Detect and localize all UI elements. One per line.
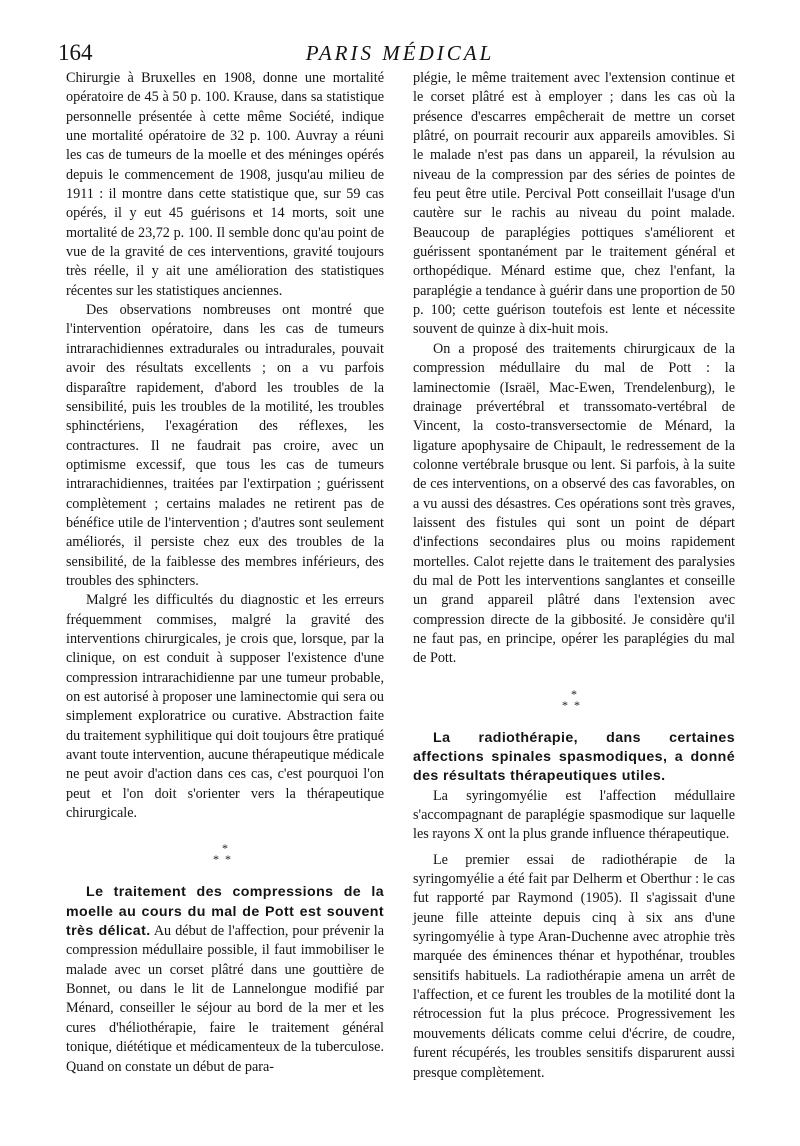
section-heading-pott: Le traitement des compressions de la moelle au cours du mal de Pott est souvent très délicat. (66, 884, 384, 940)
section-asterism: * ** (213, 841, 237, 867)
paragraph: Des observations nombreuses ont montré que l'intervention opératoire, dans les cas de tumeurs intrarachidiennes extradurales ou intradurales, pouvait avoir des résultats excellents ; on a vu parfois disparaître rapidement, d'abord les troubles de la sensibilité, puis les troubles de la motilité, les troubles sphinctériens, l'exagération des réflexes, les contractures. Il ne faudrait pas croire, avec un optimisme excessif, que tous les cas de tumeurs intrarachidiennes, traitées par l'extirpation ; guérissent complètement ; certains malades ne retirent pas de bénéfice utile de l'intervention ; d'autres sont seulement améliorés, il persiste chez eux des troubles de la sensibilité, de la faiblesse des membres inférieurs, des troubles des sphincters. (66, 302, 384, 589)
paragraph: Malgré les difficultés du diagnostic et les erreurs fréquemment commises, malgré la gravité des interventions chirurgicales, je crois que, lorsque, par la clinique, on est conduit à supposer l'existence d'une compression intrarachidienne par une tumeur probable, on est autorisé à proposer une laminectomie qui sera ou simplement exploratrice ou curative. Abstraction faite du traitement syphilitique qui doit toujours être pratiqué avant toute intervention, aucune thérapeutique médicale ne peut avoir d'action dans ces cas, c'est pourquoi l'on peut et l'on doit s'orienter vers la thérapeutique chirurgicale. (66, 592, 384, 822)
left-column (66, 69, 384, 1077)
paragraph: On a proposé des traitements chirurgicaux de la compression médullaire du mal de Pott : la laminectomie (Israël, Mac-Ewen, Trendelenburg), le drainage prévertébral et transsomato-vertébral de Vincent, la costo-transversectomie de Ménard, la ligature apophysaire de Chipault, le redressement de la colonne vertébrale brusque ou lent. Si parfois, à la suite de ces interventions, on a observé des cas favorables, on a vu aussi des désastres. Ces opérations sont très graves, laissent des fistules qui sont un point de départ d'infections secondaires plus ou moins rapidement mortelles. Calot rejette dans le traitement des paralysies du mal de Pott les interventions sanglantes et conseille un grand appareil plâtré dans l'extension avec compression directe de la gibbosité. Je considère qu'il ne faut pas, en principe, opérer les paraplégies du mal de Pott. (413, 340, 735, 667)
paragraph (66, 883, 384, 1076)
paragraph: Chirurgie à Bruxelles en 1908, donne une mortalité opératoire de 45 à 50 p. 100. Krause, dans sa statistique personnelle présentée à cette même Société, indique une mortalité opératoire de 32 p. 100. Auvray a réuni les cas de tumeurs de la moelle et des méninges opérés depuis le commencement de 1908, jusqu'au milieu de 1911 : il montre dans cette statistique que, sur 59 cas opérés, il y eut 45 guérisons et 14 morts, soit une mortalité de 23,72 p. 100. Il semble donc qu'au point de vue de la gravité de ces interventions, gravité toujours très réelle, il y ait une amélioration des statistiques récentes sur les statistiques anciennes. (66, 70, 384, 299)
paragraph: La syringomyélie est l'affection médullaire s'accompagnant de paraplégie spasmodique sur laquelle les rayons X ont la plus grande influence thérapeutique. (413, 787, 735, 843)
paragraph: Le premier essai de radiothérapie de la syringomyélie a été fait par Delherm et Oberthur : le cas fut rapporté par Raymond (1905). Il s'agissait d'une jeune fille atteinte depuis cinq à six ans d'une syringomyélie à type Aran-Duchenne avec atrophie très marquée des éminences thénar et hypothénar, troubles sensitifs habituels. La radiothérapie amena un arrêt de l'affection, et ce furent les troubles de la motilité dont la rétrocession fut la plus précoce. Progressivement les mouvements délicats comme celui d'écrire, de coudre, furent récupérés, les troubles sensitifs disparurent aussi presque complètement. (413, 851, 735, 1081)
running-title: PARIS MÉDICAL (305, 41, 495, 65)
section-heading-radiotherapie: La radiothérapie, dans certaines affections spinales spasmodiques, a donné des résultats thérapeutiques utiles. (413, 729, 735, 785)
paragraph-text: Au début de l'affection, pour prévenir la compression médullaire possible, il faut immobiliser le malade avec un corset plâtré dans une gouttière de Bonnet, ou dans le lit de Lannelongue modifié par Ménard, conseiller le séjour au bord de la mer et les cures d'héliothérapie, faire le traitement général tonique, diététique et médicamenteux de la tuberculose. Quand on constate un début de para- (66, 923, 384, 1075)
page-header (58, 40, 742, 70)
section-asterism: * ** (562, 686, 586, 712)
paragraph: plégie, le même traitement avec l'extension continue et le corset plâtré est à employer ; dans les cas où la présence d'escarres empêcherait de mettre un corset plâtré, on pourrait recourir aux appareils amovibles. Si le malade n'est pas dans un appareil, la révulsion au niveau de la compression par des séries de pointes de feu peut être utile. Percival Pott conseillait l'usage d'un cautère sur le rachis au niveau du point malade. Beaucoup de paraplégies pottiques s'améliorent et guérissent spontanément par le traitement général et orthopédique. Ménard estime que, chez l'enfant, la paraplégie a tendance à guérir dans une proportion de 50 p. 100; cette guérison toutefois est lente et nécessite souvent de quinze à dix-huit mois. (413, 70, 735, 338)
right-column (413, 69, 735, 1083)
page-number: 164 (58, 40, 93, 65)
